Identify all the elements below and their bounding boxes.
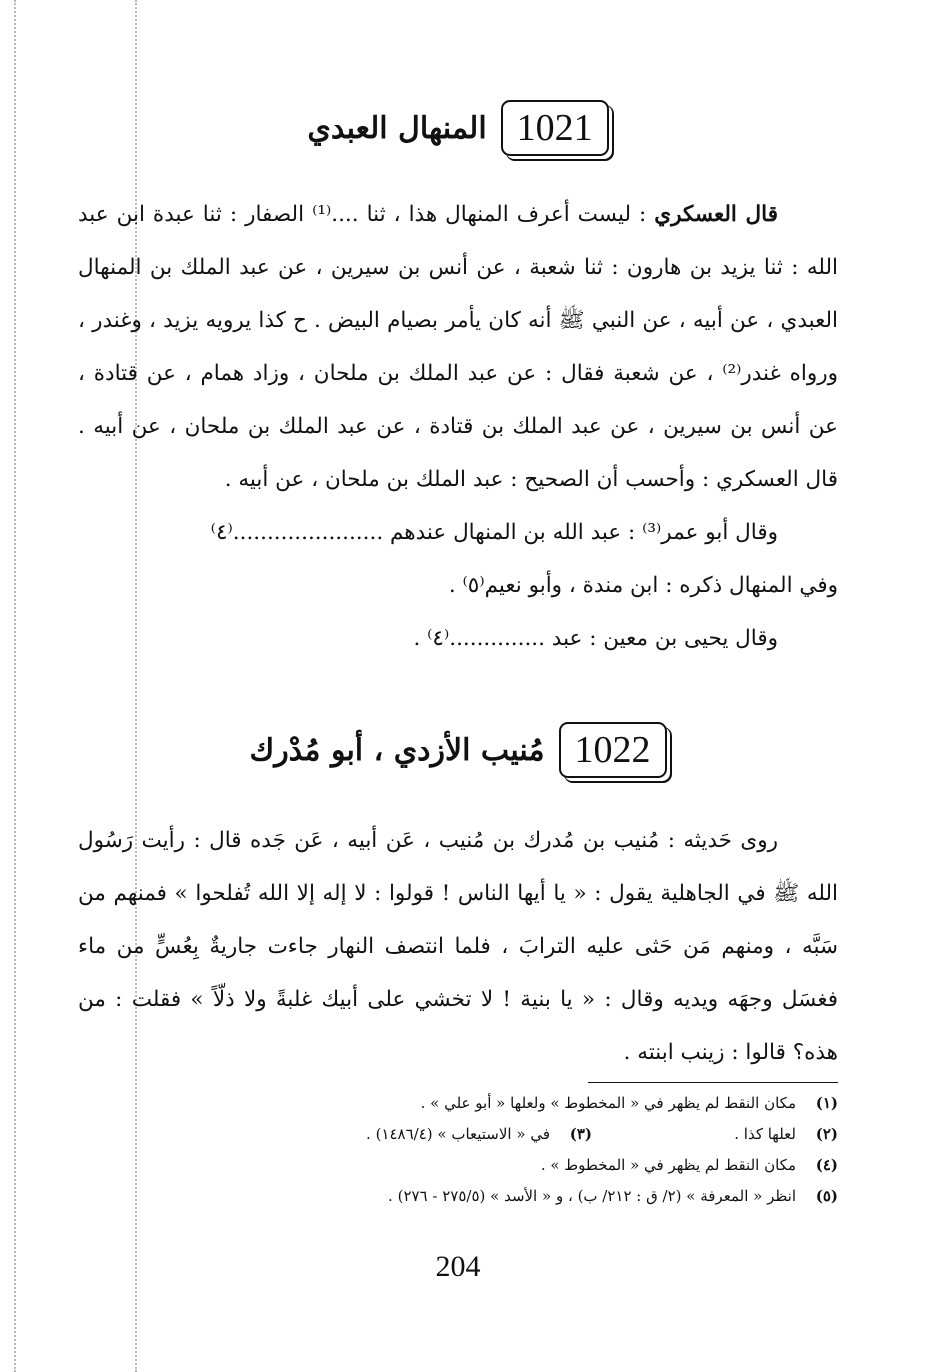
entry-heading-1021 [78,100,838,156]
entry-body-1022 [78,814,838,1079]
footnote: (١) مكان النقط لم يظهر في « المخطوط » ولعلها « أبو علي » . [420,1094,838,1112]
footnotes [78,1088,838,1212]
margin-guide-left [14,0,16,1372]
footnote: (٤) مكان النقط لم يظهر في « المخطوط » . [540,1156,838,1174]
page-number: 204 [435,1250,481,1283]
footnote: (٢) لعلها كذا . (٣) في « الاستيعاب » (١٤٨٦/٤) . [366,1125,838,1143]
entry-number-box: 1021 [501,100,609,156]
entry-body-1021 [78,188,838,665]
paragraph: وقال أبو عمر⁽³⁾ : عبد الله بن المنهال عندهم ......................⁽٤⁾ [210,520,778,545]
narrator-lead: قال العسكري [654,202,779,227]
paragraph: وقال يحيى بن معين : عبد ..............⁽٤⁾ . [413,626,778,651]
paragraph: وفي المنهال ذكره : ابن مندة ، وأبو نعيم⁽٥⁾ . [448,573,838,598]
paragraph: : ليست أعرف المنهال هذا ، ثنا ....⁽¹⁾ الصفار : ثنا عبدة ابن عبد الله : ثنا يزيد بن هارون : ثنا شعبة ، عن أنس بن سيرين ، عن عبد الملك بن المنهال العبدي ، عن أبيه ، عن النبي ﷺ أنه كان يأمر بصيام البيض . ح كذا يرويه يزيد ، وغندر ، ورواه غندر⁽²⁾ ، عن شعبة فقال : عن عبد الملك بن ملحان ، وزاد همام ، عن قتادة ، عن أنس بن سيرين ، عن عبد الملك بن قتادة ، عن عبد الملك بن ملحان ، عن أبيه . قال العسكري : وأحسب أن الصحيح : عبد الملك بن ملحان ، عن أبيه . [78,202,838,492]
entry-heading-1022 [78,722,838,778]
entry-number-box: 1022 [559,722,667,778]
paragraph: روى حَديثه : مُنيب بن مُدرك بن مُنيب ، عَن أبيه ، عَن جَده قال : رأيت رَسُول الله ﷺ في الجاهلية يقول : « يا أيها الناس ! قولوا : لا إله إلا الله تُفلحوا » فمنهم من سَبَّه ، ومنهم مَن حَثى عليه الترابَ ، فلما انتصف النهار جاءت جاريةٌ بِعُسٍّ من ماء فغسَل وجهَه ويديه وقال : « يا بنية ! لا تخشي على أبيك غلبةً ولا ذلّاً » فقلت : من هذه؟ قالوا : زينب ابنته . [78,828,838,1065]
footnote: (٥) انظر « المعرفة » (٢/ ق : ٢١٢/ ب) ، و « الأسد » (٢٧٥/٥ - ٢٧٦) . [388,1187,838,1205]
entry-title: المنهال العبدي [307,110,487,146]
entry-title: مُنيب الأزدي ، أبو مُدْرك [249,732,545,768]
footnote-rule [588,1082,838,1083]
